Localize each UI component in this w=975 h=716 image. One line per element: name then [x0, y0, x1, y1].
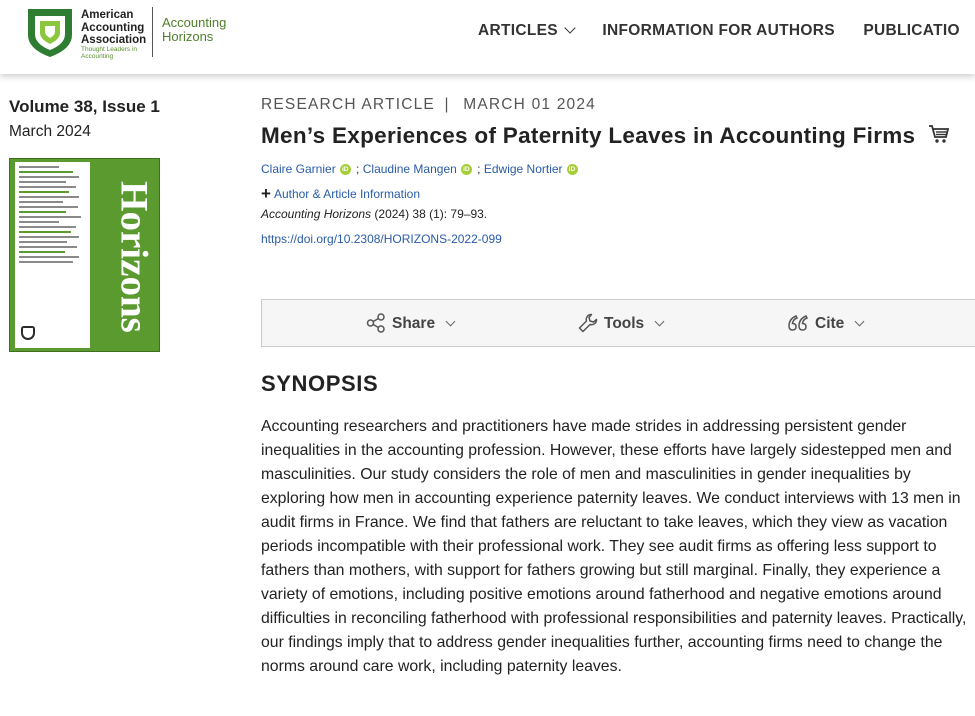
- orcid-icon[interactable]: iD: [461, 164, 472, 175]
- author-link[interactable]: Claire Garnier: [261, 162, 336, 176]
- share-label: Share: [392, 315, 436, 332]
- issue-date: March 2024: [9, 123, 91, 140]
- nav-publications[interactable]: PUBLICATIO: [863, 22, 960, 39]
- cover-title-text: Horizons: [112, 181, 156, 333]
- citation-journal: Accounting Horizons: [261, 207, 372, 221]
- main-nav: [478, 22, 975, 40]
- cite-label: Cite: [815, 315, 845, 332]
- nav-information-for-authors[interactable]: INFORMATION FOR AUTHORS: [602, 22, 835, 39]
- citation: [261, 207, 975, 221]
- author-separator: ;: [477, 162, 481, 176]
- share-icon: [366, 313, 386, 333]
- cover-title: [108, 165, 160, 349]
- article-type: RESEARCH ARTICLE: [261, 96, 435, 113]
- author-info-label: Author & Article Information: [273, 187, 421, 201]
- article-toolbar: [261, 299, 975, 347]
- orcid-icon[interactable]: iD: [340, 164, 351, 175]
- author-list: [261, 162, 975, 176]
- chevron-down-icon: [855, 317, 865, 327]
- quote-icon: [787, 313, 809, 333]
- org-tagline: Thought Leaders in Accounting: [81, 46, 138, 60]
- article-title-text: Men’s Experiences of Paternity Leaves in Accounting Firms: [261, 123, 916, 148]
- wrench-icon: [578, 313, 598, 333]
- plus-icon: +: [261, 184, 271, 203]
- author-link[interactable]: Edwige Nortier: [483, 162, 563, 176]
- issue-cover-image[interactable]: [9, 158, 160, 352]
- share-button[interactable]: [366, 313, 454, 333]
- issue-volume[interactable]: Volume 38, Issue 1: [9, 97, 160, 116]
- article-date: MARCH 01 2024: [463, 96, 597, 113]
- author-separator: ;: [356, 162, 360, 176]
- nav-articles[interactable]: [478, 22, 574, 40]
- logo-divider: [152, 7, 153, 57]
- citation-details: (2024) 38 (1): 79–93.: [371, 207, 488, 221]
- synopsis-text: Accounting researchers and practitioners have made strides in addressing persistent gender inequalities in the accounting profession. However, these efforts have largely sidestepped men and masculinities. Our study considers the role of men and masculinities in gender inequalities by exploring how men in accounting experience paternity leaves. We conduct interviews with 13 men in audit firms in France. We find that fathers are reluctant to take leaves, which they view as vacation periods incompatible with their professional work. They see audit firms as offering less support to fathers than mothers, with support for fathers growing but still marginal. Finally, they experience a variety of emotions, including positive emotions around fatherhood and negative emotions around difficulties in reconciling fatherhood with professional responsibilities and paternity leaves. Practically, our findings imply that to address gender inequalities further, accounting firms need to change the norms around care work, including paternity leaves.: [261, 418, 967, 675]
- author-info-toggle[interactable]: [261, 184, 975, 204]
- cite-button[interactable]: [787, 313, 863, 333]
- author-link[interactable]: Claudine Mangen: [362, 162, 457, 176]
- article-title: [261, 121, 975, 153]
- synopsis-heading: SYNOPSIS: [261, 371, 379, 396]
- chevron-down-icon: [655, 317, 665, 327]
- meta-separator: |: [444, 96, 450, 113]
- shopping-cart-icon[interactable]: [928, 123, 950, 153]
- doi-link[interactable]: https://doi.org/10.2308/HORIZONS-2022-099: [261, 232, 502, 246]
- cover-contents-page: [15, 162, 90, 348]
- orcid-icon[interactable]: iD: [567, 164, 578, 175]
- chevron-down-icon: [564, 22, 575, 33]
- org-name: American Accounting Association: [81, 9, 147, 46]
- article-header: [261, 96, 975, 246]
- journal-name-text: Accounting Horizons: [162, 15, 227, 44]
- site-header: [0, 0, 975, 74]
- aaa-logo[interactable]: [24, 5, 239, 61]
- tools-label: Tools: [604, 315, 645, 332]
- journal-name: [162, 16, 242, 44]
- issue-info: [9, 97, 239, 141]
- chevron-down-icon: [446, 317, 456, 327]
- nav-articles-label: ARTICLES: [478, 22, 558, 39]
- cover-logo-icon: [21, 326, 35, 340]
- tools-button[interactable]: [578, 313, 663, 333]
- article-meta: [261, 96, 975, 114]
- aaa-logo-mark-icon: [24, 5, 76, 59]
